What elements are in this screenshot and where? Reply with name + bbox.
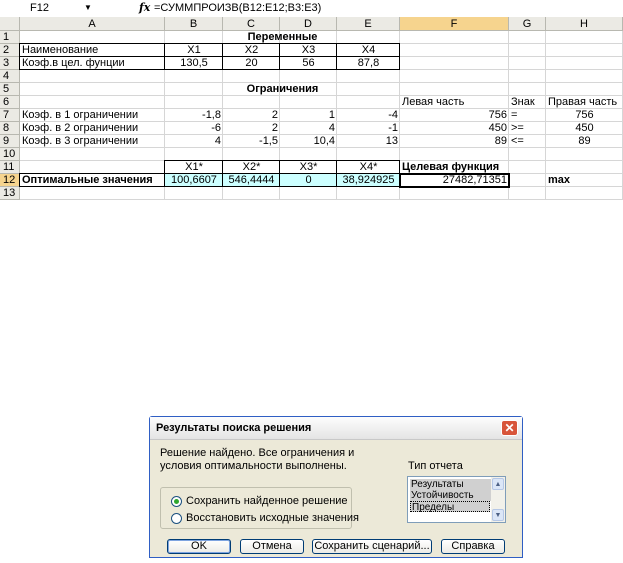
save-scenario-button[interactable]: Сохранить сценарий...: [312, 539, 432, 554]
cancel-button[interactable]: Отмена: [240, 539, 304, 554]
cell-d12[interactable]: 0: [305, 174, 312, 186]
active-cell-outline: [399, 173, 510, 188]
cell-b12[interactable]: 100,6607: [171, 174, 217, 186]
row-header-3[interactable]: 3: [0, 57, 20, 70]
cell-e12[interactable]: 38,924925: [342, 174, 395, 186]
grid-row-line: [20, 199, 623, 200]
column-header-c[interactable]: C: [223, 17, 280, 31]
cell-c7[interactable]: 2: [271, 109, 278, 121]
cell-b9[interactable]: 4: [214, 135, 221, 147]
help-button[interactable]: Справка: [441, 539, 505, 554]
cell-h7[interactable]: 756: [575, 109, 594, 121]
radio-keep-solution[interactable]: [171, 495, 351, 508]
ok-button[interactable]: OK: [167, 539, 231, 554]
list-item-sensitivity[interactable]: Устойчивость: [410, 490, 491, 501]
chevron-down-icon[interactable]: ▼: [84, 3, 92, 12]
row-header-9[interactable]: 9: [0, 135, 20, 148]
cell-c2[interactable]: X2: [244, 44, 259, 56]
cell-g8[interactable]: >=: [511, 122, 524, 134]
cell-d3[interactable]: 56: [302, 57, 315, 69]
select-all-corner[interactable]: [0, 17, 20, 31]
list-item-limits[interactable]: Пределы: [410, 501, 490, 512]
function-icon[interactable]: fx: [139, 1, 151, 14]
name-box[interactable]: F12: [30, 2, 49, 14]
column-header-a[interactable]: A: [20, 17, 165, 31]
dialog-title-bar: [150, 417, 522, 440]
report-type-list[interactable]: [407, 476, 506, 523]
cell-f12[interactable]: 27482,71351: [442, 174, 507, 186]
list-item-results[interactable]: Результаты: [410, 479, 491, 490]
cell-e8[interactable]: -1: [388, 122, 398, 134]
cell-c3[interactable]: 20: [245, 57, 258, 69]
row-header-1[interactable]: 1: [0, 31, 20, 44]
cell-a8[interactable]: Коэф. в 2 ограничении: [22, 122, 139, 134]
row-header-8[interactable]: 8: [0, 122, 20, 135]
cell-h9[interactable]: 89: [578, 135, 591, 147]
row-header-12[interactable]: 12: [0, 174, 20, 187]
dialog-title: Результаты поиска решения: [156, 422, 312, 434]
scroll-up-icon[interactable]: ▲: [492, 478, 504, 490]
cell-h6[interactable]: Правая часть: [548, 96, 618, 108]
cell-c11[interactable]: X2*: [242, 161, 261, 173]
cell-f9[interactable]: 89: [494, 135, 507, 147]
column-header-h[interactable]: H: [546, 17, 623, 31]
cell-d8[interactable]: 4: [328, 122, 335, 134]
solver-message: Решение найдено. Все ограничения и условия оптимальности выполнены.: [160, 447, 355, 472]
row-header-5[interactable]: 5: [0, 83, 20, 96]
cell-a3[interactable]: Коэф.в цел. фунции: [22, 57, 125, 69]
formula-bar: [0, 0, 623, 18]
cell-f11[interactable]: Целевая функция: [402, 161, 500, 173]
formula-input[interactable]: =СУММПРОИЗВ(B12:E12;B3:E3): [154, 2, 322, 14]
row-header-4[interactable]: 4: [0, 70, 20, 83]
column-header-b[interactable]: B: [165, 17, 223, 31]
row-header-6[interactable]: 6: [0, 96, 20, 109]
row-header-10[interactable]: 10: [0, 148, 20, 161]
cell-c12[interactable]: 546,4444: [228, 174, 275, 186]
cell-f7[interactable]: 756: [488, 109, 507, 121]
cell-e2[interactable]: X4: [361, 44, 376, 56]
cell-e9[interactable]: 13: [385, 135, 398, 147]
row-header-2[interactable]: 2: [0, 44, 20, 57]
cell-b2[interactable]: X1: [187, 44, 201, 56]
cell-h8[interactable]: 450: [575, 122, 594, 134]
column-header-e[interactable]: E: [337, 17, 400, 31]
solver-results-dialog: [149, 416, 523, 558]
cell-a9[interactable]: Коэф. в 3 ограничении: [22, 135, 139, 147]
radio-restore-label: Восстановить исходные значения: [186, 512, 359, 524]
cell-a2[interactable]: Наименование: [22, 44, 99, 56]
row-header-11[interactable]: 11: [0, 161, 20, 174]
cell-g6[interactable]: Знак: [511, 96, 535, 108]
cell-b7[interactable]: -1,8: [202, 109, 221, 121]
cell-b5[interactable]: Ограничения: [246, 83, 319, 95]
radio-restore-values[interactable]: [171, 512, 359, 525]
spreadsheet: [0, 0, 623, 230]
cell-g9[interactable]: <=: [511, 135, 524, 147]
cell-d9[interactable]: 10,4: [313, 135, 335, 147]
cell-d7[interactable]: 1: [328, 109, 335, 121]
row-header-13[interactable]: 13: [0, 187, 20, 200]
solution-option-group: [160, 487, 359, 529]
cell-c8[interactable]: 2: [271, 122, 278, 134]
cell-e7[interactable]: -4: [388, 109, 398, 121]
column-header-g[interactable]: G: [509, 17, 546, 31]
cell-d11[interactable]: X3*: [299, 161, 318, 173]
close-icon[interactable]: ✕: [501, 420, 518, 436]
radio-keep-label: Сохранить найденное решение: [186, 495, 348, 507]
cell-h12[interactable]: max: [548, 174, 571, 186]
cell-f6[interactable]: Левая часть: [402, 96, 465, 108]
report-type-label: Тип отчета: [408, 460, 463, 472]
column-header-d[interactable]: D: [280, 17, 337, 31]
column-header-f[interactable]: F: [400, 17, 509, 31]
cell-c9[interactable]: -1,5: [259, 135, 278, 147]
cell-b11[interactable]: X1*: [185, 161, 203, 173]
cell-d2[interactable]: X3: [301, 44, 316, 56]
scroll-down-icon[interactable]: ▼: [492, 509, 504, 521]
cell-a12[interactable]: Оптимальные значения: [22, 174, 153, 186]
cell-f8[interactable]: 450: [488, 122, 507, 134]
cell-b1[interactable]: Переменные: [247, 31, 318, 43]
cell-b8[interactable]: -6: [211, 122, 221, 134]
cell-e11[interactable]: X4*: [359, 161, 378, 173]
cell-a7[interactable]: Коэф. в 1 ограничении: [22, 109, 139, 121]
cell-g7[interactable]: =: [511, 109, 518, 121]
cell-e3[interactable]: 87,8: [357, 57, 380, 69]
radio-selected-icon[interactable]: [171, 496, 182, 507]
row-header-7[interactable]: 7: [0, 109, 20, 122]
cell-b3[interactable]: 130,5: [180, 57, 208, 69]
radio-unselected-icon[interactable]: [171, 513, 182, 524]
list-scrollbar[interactable]: [491, 477, 505, 522]
